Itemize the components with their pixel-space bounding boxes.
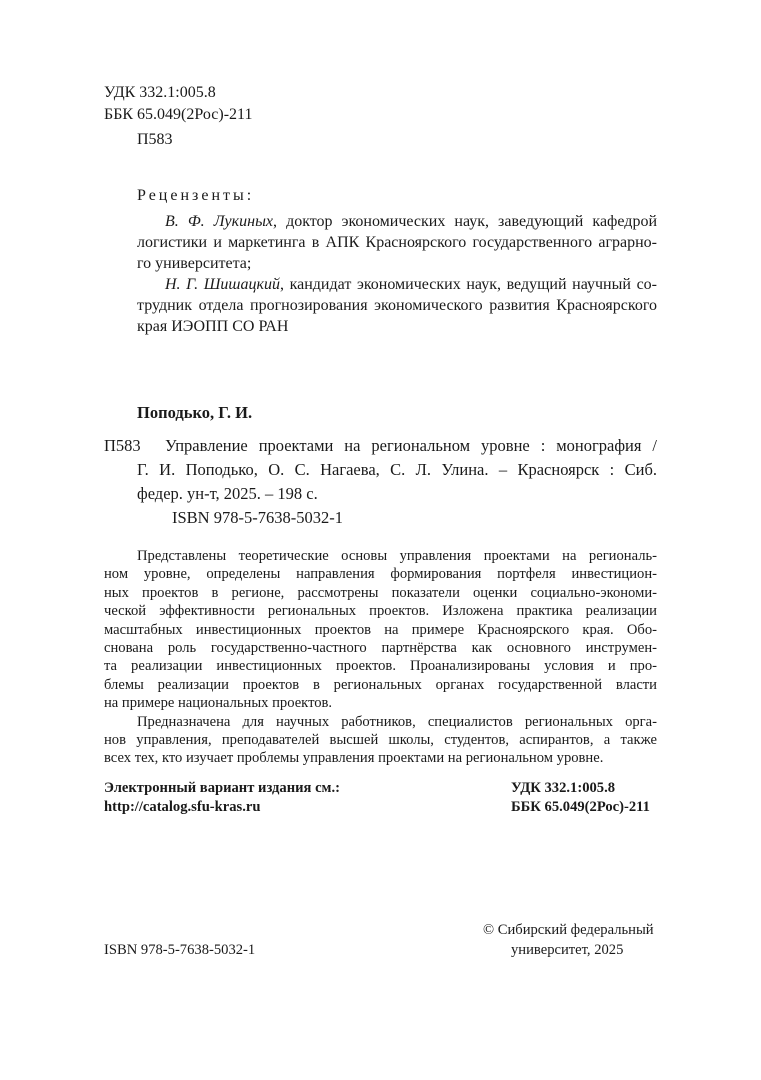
abstract-line: Представлены теоретические основы управления проектами на региональ- <box>137 548 657 564</box>
abstract-line: на примере национальных проектов. <box>104 695 333 712</box>
bbk-code: ББК 65.049(2Рос)-211 <box>104 106 253 123</box>
reviewer-2-line: , кандидат экономических наук, ведущий научный со- <box>279 276 657 293</box>
abstract-line: ном уровне, определены направления формирования портфеля инвестицион- <box>104 566 657 583</box>
citation-isbn: ISBN 978-5-7638-5032-1 <box>172 508 343 527</box>
citation-code: П583 <box>104 436 141 455</box>
abstract-line: всех тех, кто изучает проблемы управления проектами на региональном уровне. <box>104 750 604 767</box>
abstract-line: блемы реализации проектов в региональных органах государственной власти <box>104 676 657 693</box>
abstract-line: Предназначена для научных работников, специалистов региональных орга- <box>137 713 657 730</box>
abstract-paragraph-2 <box>104 713 657 768</box>
abstract <box>104 547 657 768</box>
reviewers-label: Рецензенты: <box>137 187 255 204</box>
reviewer-1 <box>137 211 657 337</box>
udk-code: УДК 332.1:005.8 <box>104 84 216 101</box>
citation-line: Г. И. Поподько, О. С. Нагаева, С. Л. Улина. – Красноярск : Сиб. <box>137 460 657 479</box>
footer-bbk: ББК 65.049(2Рос)-211 <box>511 799 650 815</box>
abstract-line: масштабных инвестиционных проектов на примере Красноярского края. Обо- <box>104 621 657 638</box>
footer-isbn: ISBN 978-5-7638-5032-1 <box>104 942 256 958</box>
copyright-line-1: © Сибирский федеральный <box>483 922 654 938</box>
reviewer-1-line: , доктор экономических наук, заведующий кафедрой <box>273 213 658 230</box>
reviewer-2-name: Н. Г. Шишацкий <box>165 276 280 293</box>
abstract-line: ческой эффективности региональных проектов. Изложена практика реализации <box>104 603 657 620</box>
reviewer-2-line: трудник отдела прогнозирования экономического развития Красноярского <box>137 297 657 314</box>
copyright-line-2: университет, 2025 <box>511 942 624 958</box>
abstract-line: та реализации инвестиционных проектов. Проанализированы условия и про- <box>104 658 657 675</box>
abstract-line: нов управления, преподавателей высшей школы, студентов, аспирантов, а также <box>104 732 657 749</box>
reviewer-1-line: логистики и маркетинга в АПК Красноярского государственного аграрно- <box>137 234 657 251</box>
citation-body <box>137 434 657 530</box>
citation-author: Поподько, Г. И. <box>137 403 253 422</box>
reviewer-2-line: края ИЭОПП СО РАН <box>137 318 289 335</box>
abstract-line: ных проектов в регионе, рассмотрены показатели оценки социально-экономи- <box>104 584 657 601</box>
reviewer-1-line: го университета; <box>137 255 252 272</box>
citation-line: федер. ун-т, 2025. – 198 с. <box>137 484 318 503</box>
electronic-version-label: Электронный вариант издания см.: <box>104 780 341 796</box>
citation-line: Управление проектами на региональном уровне : монография / <box>165 436 657 455</box>
catalog-url[interactable]: http://catalog.sfu-kras.ru <box>104 799 261 815</box>
abstract-paragraph-1 <box>104 547 657 713</box>
abstract-line: снована роль государственно-частного партнёрства как основного инструмен- <box>104 640 657 657</box>
footer-udk: УДК 332.1:005.8 <box>511 780 616 796</box>
author-mark: П583 <box>137 131 173 148</box>
reviewer-1-name: В. Ф. Лукиных <box>165 213 274 230</box>
